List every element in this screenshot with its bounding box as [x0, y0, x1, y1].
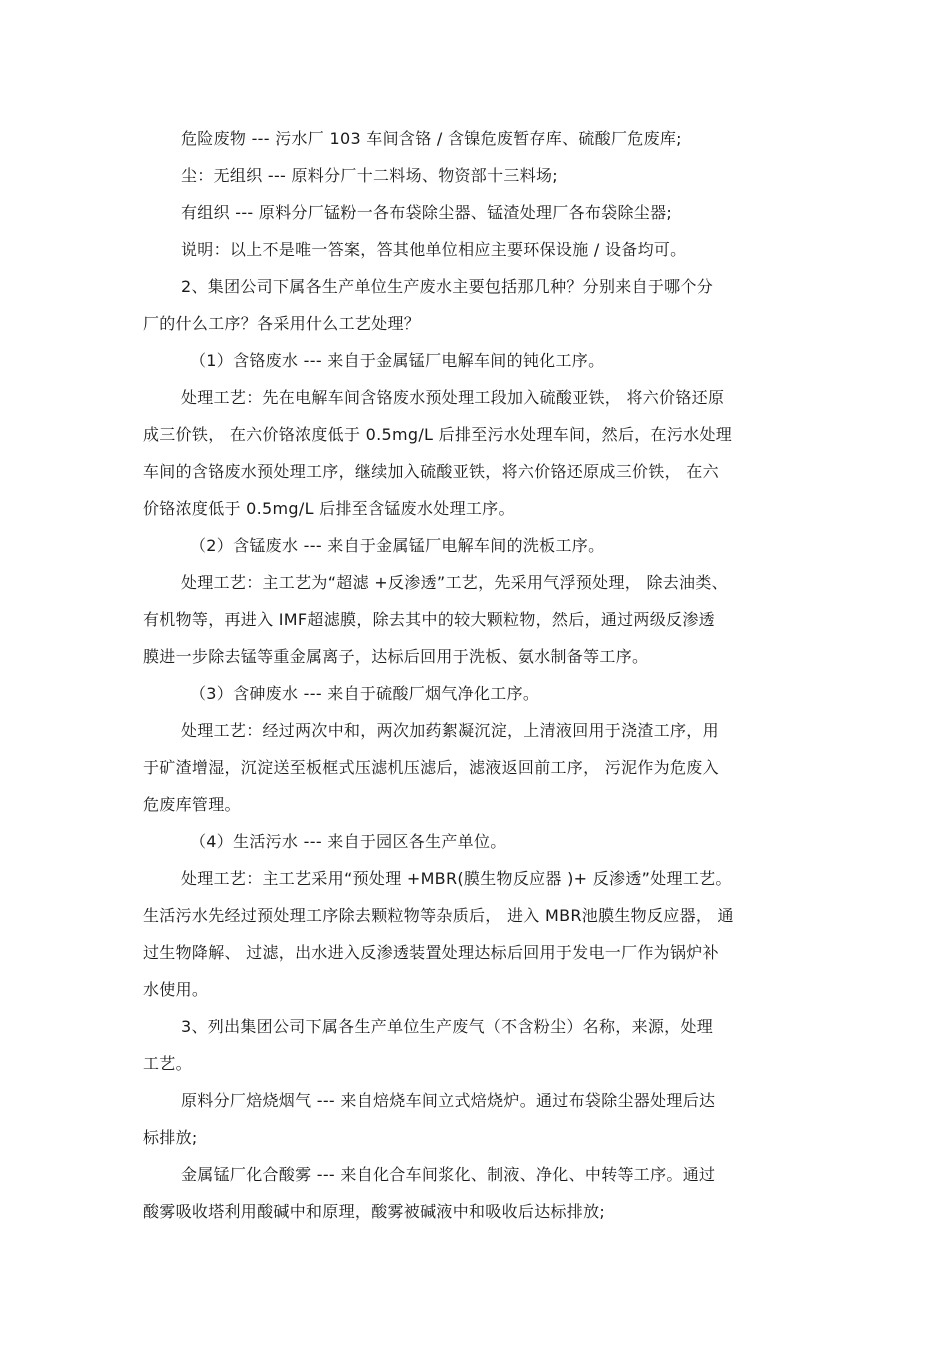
question-heading: 工艺。 — [143, 1054, 192, 1073]
text-line: 标排放; — [143, 1128, 198, 1147]
list-item-heading: （4）生活污水 --- 来自于园区各生产单位。 — [190, 832, 507, 851]
text-line: 金属锰厂化合酸雾 --- 来自化合车间浆化、制液、净化、中转等工序。通过 — [181, 1165, 716, 1184]
text-line: 价铬浓度低于 0.5mg/L 后排至含锰废水处理工序。 — [143, 499, 515, 518]
text-line: 原料分厂焙烧烟气 --- 来自焙烧车间立式焙烧炉。通过布袋除尘器处理后达 — [181, 1091, 716, 1110]
text-line: 生活污水先经过预处理工序除去颗粒物等杂质后， 进入 MBR池膜生物反应器， 通 — [143, 906, 734, 925]
text-line: 危险废物 --- 污水厂 103 车间含铬 / 含镍危废暂存库、硫酸厂危废库; — [181, 129, 682, 148]
list-item-heading: （2）含锰废水 --- 来自于金属锰厂电解车间的洗板工序。 — [190, 536, 605, 555]
text-line: 酸雾吸收塔利用酸碱中和原理，酸雾被碱液中和吸收后达标排放; — [143, 1202, 606, 1221]
text-line: 处理工艺：经过两次中和，两次加药絮凝沉淀，上清液回用于浇渣工序，用 — [181, 721, 719, 740]
text-line: 水使用。 — [143, 980, 209, 999]
text-line: 膜进一步除去锰等重金属离子，达标后回用于洗板、氨水制备等工序。 — [143, 647, 649, 666]
text-line: 处理工艺：主工艺采用“预处理 +MBR(膜生物反应器 )+ 反渗透”处理工艺。 — [181, 869, 732, 888]
list-item-heading: （1）含铬废水 --- 来自于金属锰厂电解车间的钝化工序。 — [190, 351, 605, 370]
text-line: 处理工艺：主工艺为“超滤 +反渗透”工艺，先采用气浮预处理， 除去油类、 — [181, 573, 728, 592]
text-line: 危废库管理。 — [143, 795, 241, 814]
text-line: 成三价铁， 在六价铬浓度低于 0.5mg/L 后排至污水处理车间，然后，在污水处理 — [143, 425, 733, 444]
text-line: 尘：无组织 --- 原料分厂十二料场、物资部十三料场; — [181, 166, 558, 185]
question-heading: 2、集团公司下属各生产单位生产废水主要包括那几种？分别来自于哪个分 — [181, 277, 714, 296]
text-line: 过生物降解、 过滤，出水进入反渗透装置处理达标后回用于发电一厂作为锅炉补 — [143, 943, 719, 962]
text-line: 说明：以上不是唯一答案，答其他单位相应主要环保设施 / 设备均可。 — [181, 240, 687, 259]
question-heading: 厂的什么工序？各采用什么工艺处理？ — [143, 314, 421, 333]
text-line: 有机物等，再进入 IMF超滤膜，除去其中的较大颗粒物，然后，通过两级反渗透 — [143, 610, 715, 629]
question-heading: 3、列出集团公司下属各生产单位生产废气（不含粉尘）名称，来源，处理 — [181, 1017, 714, 1036]
text-line: 车间的含铬废水预处理工序，继续加入硫酸亚铁，将六价铬还原成三价铁， 在六 — [143, 462, 719, 481]
text-line: 处理工艺：先在电解车间含铬废水预处理工段加入硫酸亚铁， 将六价铬还原 — [181, 388, 725, 407]
text-line: 于矿渣增湿，沉淀送至板框式压滤机压滤后，滤液返回前工序， 污泥作为危废入 — [143, 758, 719, 777]
text-line: 有组织 --- 原料分厂锰粉一各布袋除尘器、锰渣处理厂各布袋除尘器; — [181, 203, 673, 222]
list-item-heading: （3）含砷废水 --- 来自于硫酸厂烟气净化工序。 — [190, 684, 540, 703]
